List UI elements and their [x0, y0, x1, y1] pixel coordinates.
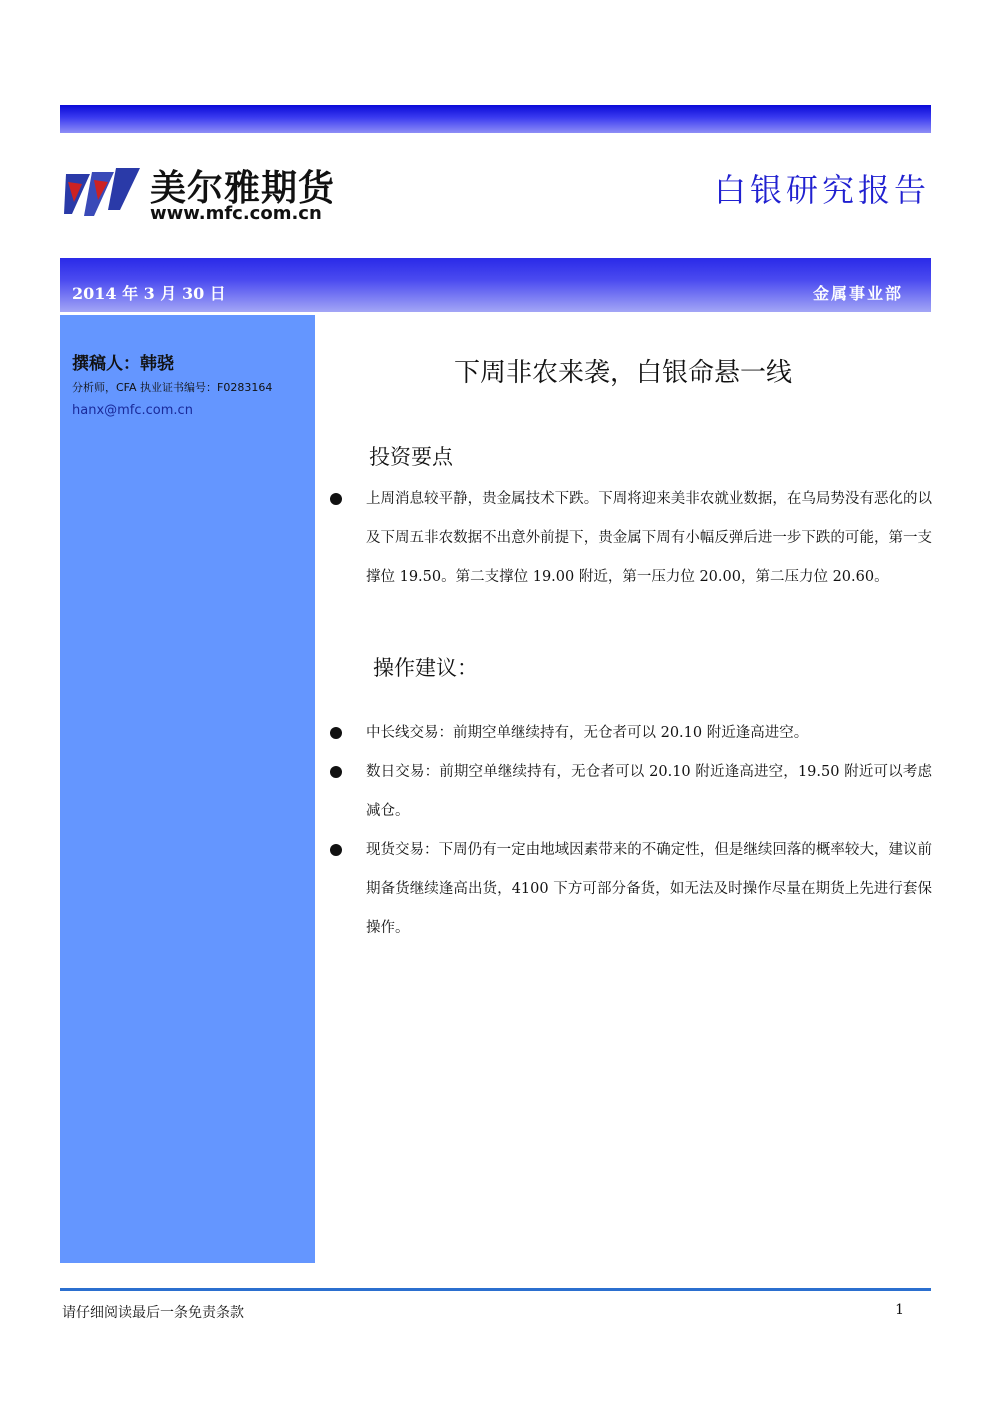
- footer-disclaimer: 请仔细阅读最后一条免责条款: [62, 1305, 244, 1321]
- report-title: 白银研究报告: [713, 171, 930, 209]
- sidebar: [60, 315, 315, 1263]
- department-label: 金属事业部: [812, 284, 903, 303]
- author-email: hanx@mfc.com.cn: [72, 403, 193, 418]
- bullet-icon: [330, 766, 342, 778]
- key-point-paragraph: 上周消息较平静，贵金属技术下跌。下周将迎来美非农就业数据，在乌局势没有恶化的以及下周五非农数据不出意外前提下，贵金属下周有小幅反弹后进一步下跌的可能，第一支撑位 19.50。第二支撑位 19.00 附近，第一压力位 20.00，第二压力位 20.60。: [366, 491, 932, 585]
- bullet-icon: [330, 844, 342, 856]
- author-line: 撰稿人：韩骁: [72, 354, 174, 374]
- brand-logo: [64, 160, 364, 230]
- header-band: [60, 105, 931, 133]
- bullet-icon: [330, 727, 342, 739]
- advice-heading: 操作建议：: [373, 656, 478, 680]
- analyst-certificate: 分析师，CFA 执业证书编号：F0283164: [72, 381, 273, 394]
- advice-item: 中长线交易：前期空单继续持有，无仓者可以 20.10 附近逢高进空。: [366, 725, 809, 741]
- advice-item: 数日交易：前期空单继续持有，无仓者可以 20.10 附近逢高进空，19.50 附近可以考虑减仓。: [366, 764, 932, 819]
- bullet-icon: [330, 493, 342, 505]
- brand-logo-mark-icon: [64, 162, 142, 220]
- date-band: [60, 258, 931, 312]
- headline: 下周非农来袭，白银命悬一线: [453, 358, 792, 388]
- brand-name: 美尔雅期货: [150, 168, 336, 209]
- page-number: 1: [895, 1302, 904, 1318]
- brand-url: www.mfc.com.cn: [150, 203, 322, 224]
- advice-item: 现货交易：下周仍有一定由地域因素带来的不确定性，但是继续回落的概率较大，建议前期备货继续逢高出货，4100 下方可部分备货，如无法及时操作尽量在期货上先进行套保操作。: [366, 842, 932, 936]
- footer-divider: [60, 1288, 931, 1291]
- key-points-heading: 投资要点: [369, 445, 453, 469]
- report-date: 2014 年 3 月 30 日: [72, 284, 226, 303]
